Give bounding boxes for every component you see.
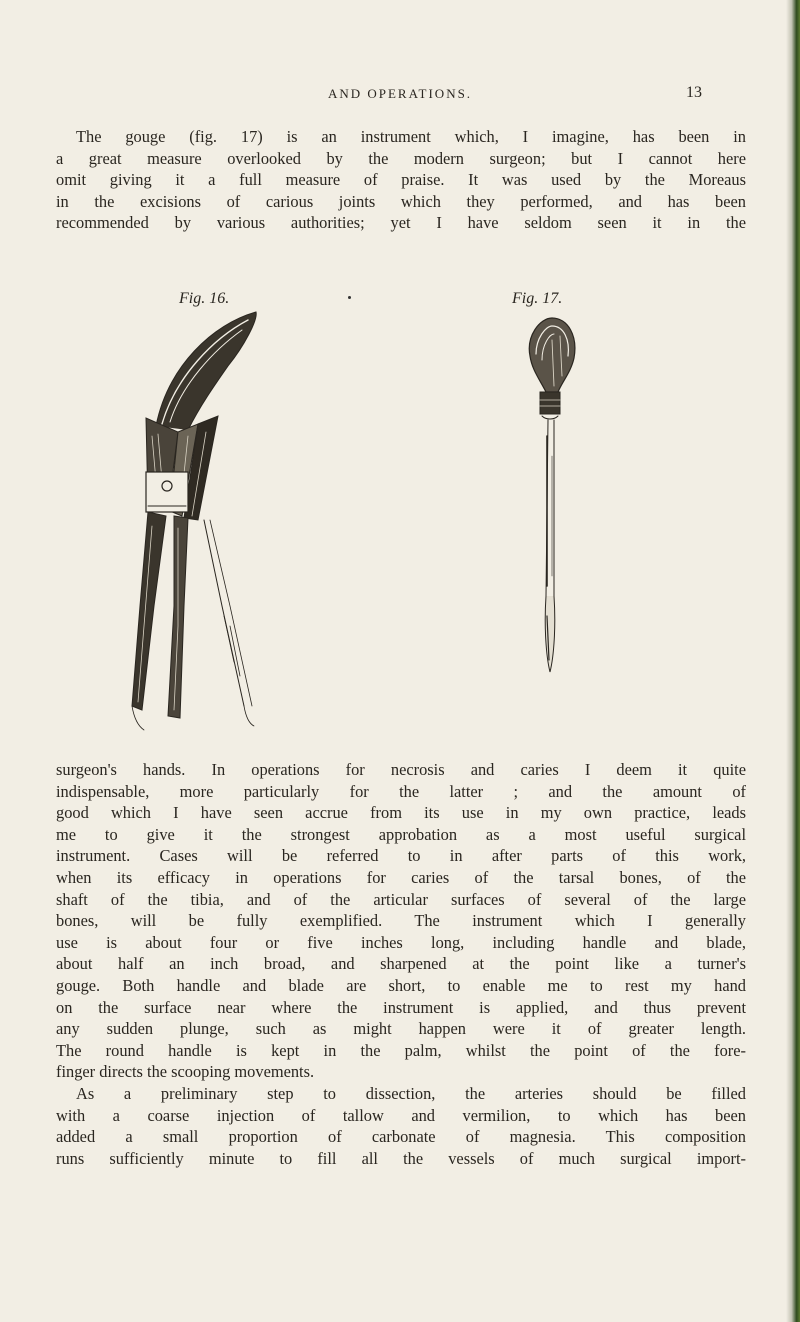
text-line: on the surface near where the instrument is applied, and thus prevent [56,997,746,1017]
text-line: bones, will be fully exemplified. The instrument which I generally [56,911,746,931]
paragraph-gouge-intro [56,126,746,234]
text-line: shaft of the tibia, and of the articular surfaces of several of the large [56,889,746,909]
text-line: recommended by various authorities; yet I have seldom seen it in the [56,213,746,233]
figure-17-gouge-illustration [516,316,586,706]
figure-16-label: Fig. 16. [179,290,230,307]
figure-17-label: Fig. 17. [512,290,563,307]
text-line: The round handle is kept in the palm, whilst the point of the fore- [56,1040,746,1060]
text-line: added a small proportion of carbonate of magnesia. This composition [56,1127,746,1147]
text-line: with a coarse injection of tallow and vermilion, to which has been [56,1105,746,1125]
text-line: indispensable, more particularly for the latter ; and the amount of [56,781,746,801]
text-line: instrument. Cases will be referred to in after parts of this work, [56,846,746,866]
text-line: when its efficacy in operations for caries of the tarsal bones, of the [56,867,746,887]
text-line: any sudden plunge, such as might happen were it of greater length. [56,1019,746,1039]
text-line: me to give it the strongest approbation as a most useful surgical [56,824,746,844]
text-line: surgeon's hands. In operations for necrosis and caries I deem it quite [56,760,746,779]
text-line: As a preliminary step to dissection, the arteries should be filled [76,1083,746,1103]
page-number: 13 [686,84,702,101]
text-line: a great measure overlooked by the modern surgeon; but I cannot here [56,148,746,168]
text-line: good which I have seen accrue from its use in my own practice, leads [56,803,746,823]
page-edge-shadow [786,0,800,1322]
text-line: about half an inch broad, and sharpened at the point like a turner's [56,954,746,974]
text-line: finger directs the scooping movements. [56,1062,315,1082]
text-line: gouge. Both handle and blade are short, to enable me to rest my hand [56,975,746,995]
running-head: AND OPERATIONS. [327,86,473,101]
paragraph-gouge-usage [56,759,746,1169]
text-line: runs sufficiently minute to fill all the vessels of much surgical import- [56,1148,746,1168]
text-line: The gouge (fig. 17) is an instrument which, I imagine, has been in [76,127,746,146]
figure-16-forceps-illustration [118,306,268,746]
text-line: omit giving it a full measure of praise. It was used by the Moreaus [56,170,746,190]
text-line: in the excisions of carious joints which they performed, and has been [56,191,746,211]
stray-mark [348,296,351,299]
text-line: use is about four or five inches long, including handle and blade, [56,932,746,952]
